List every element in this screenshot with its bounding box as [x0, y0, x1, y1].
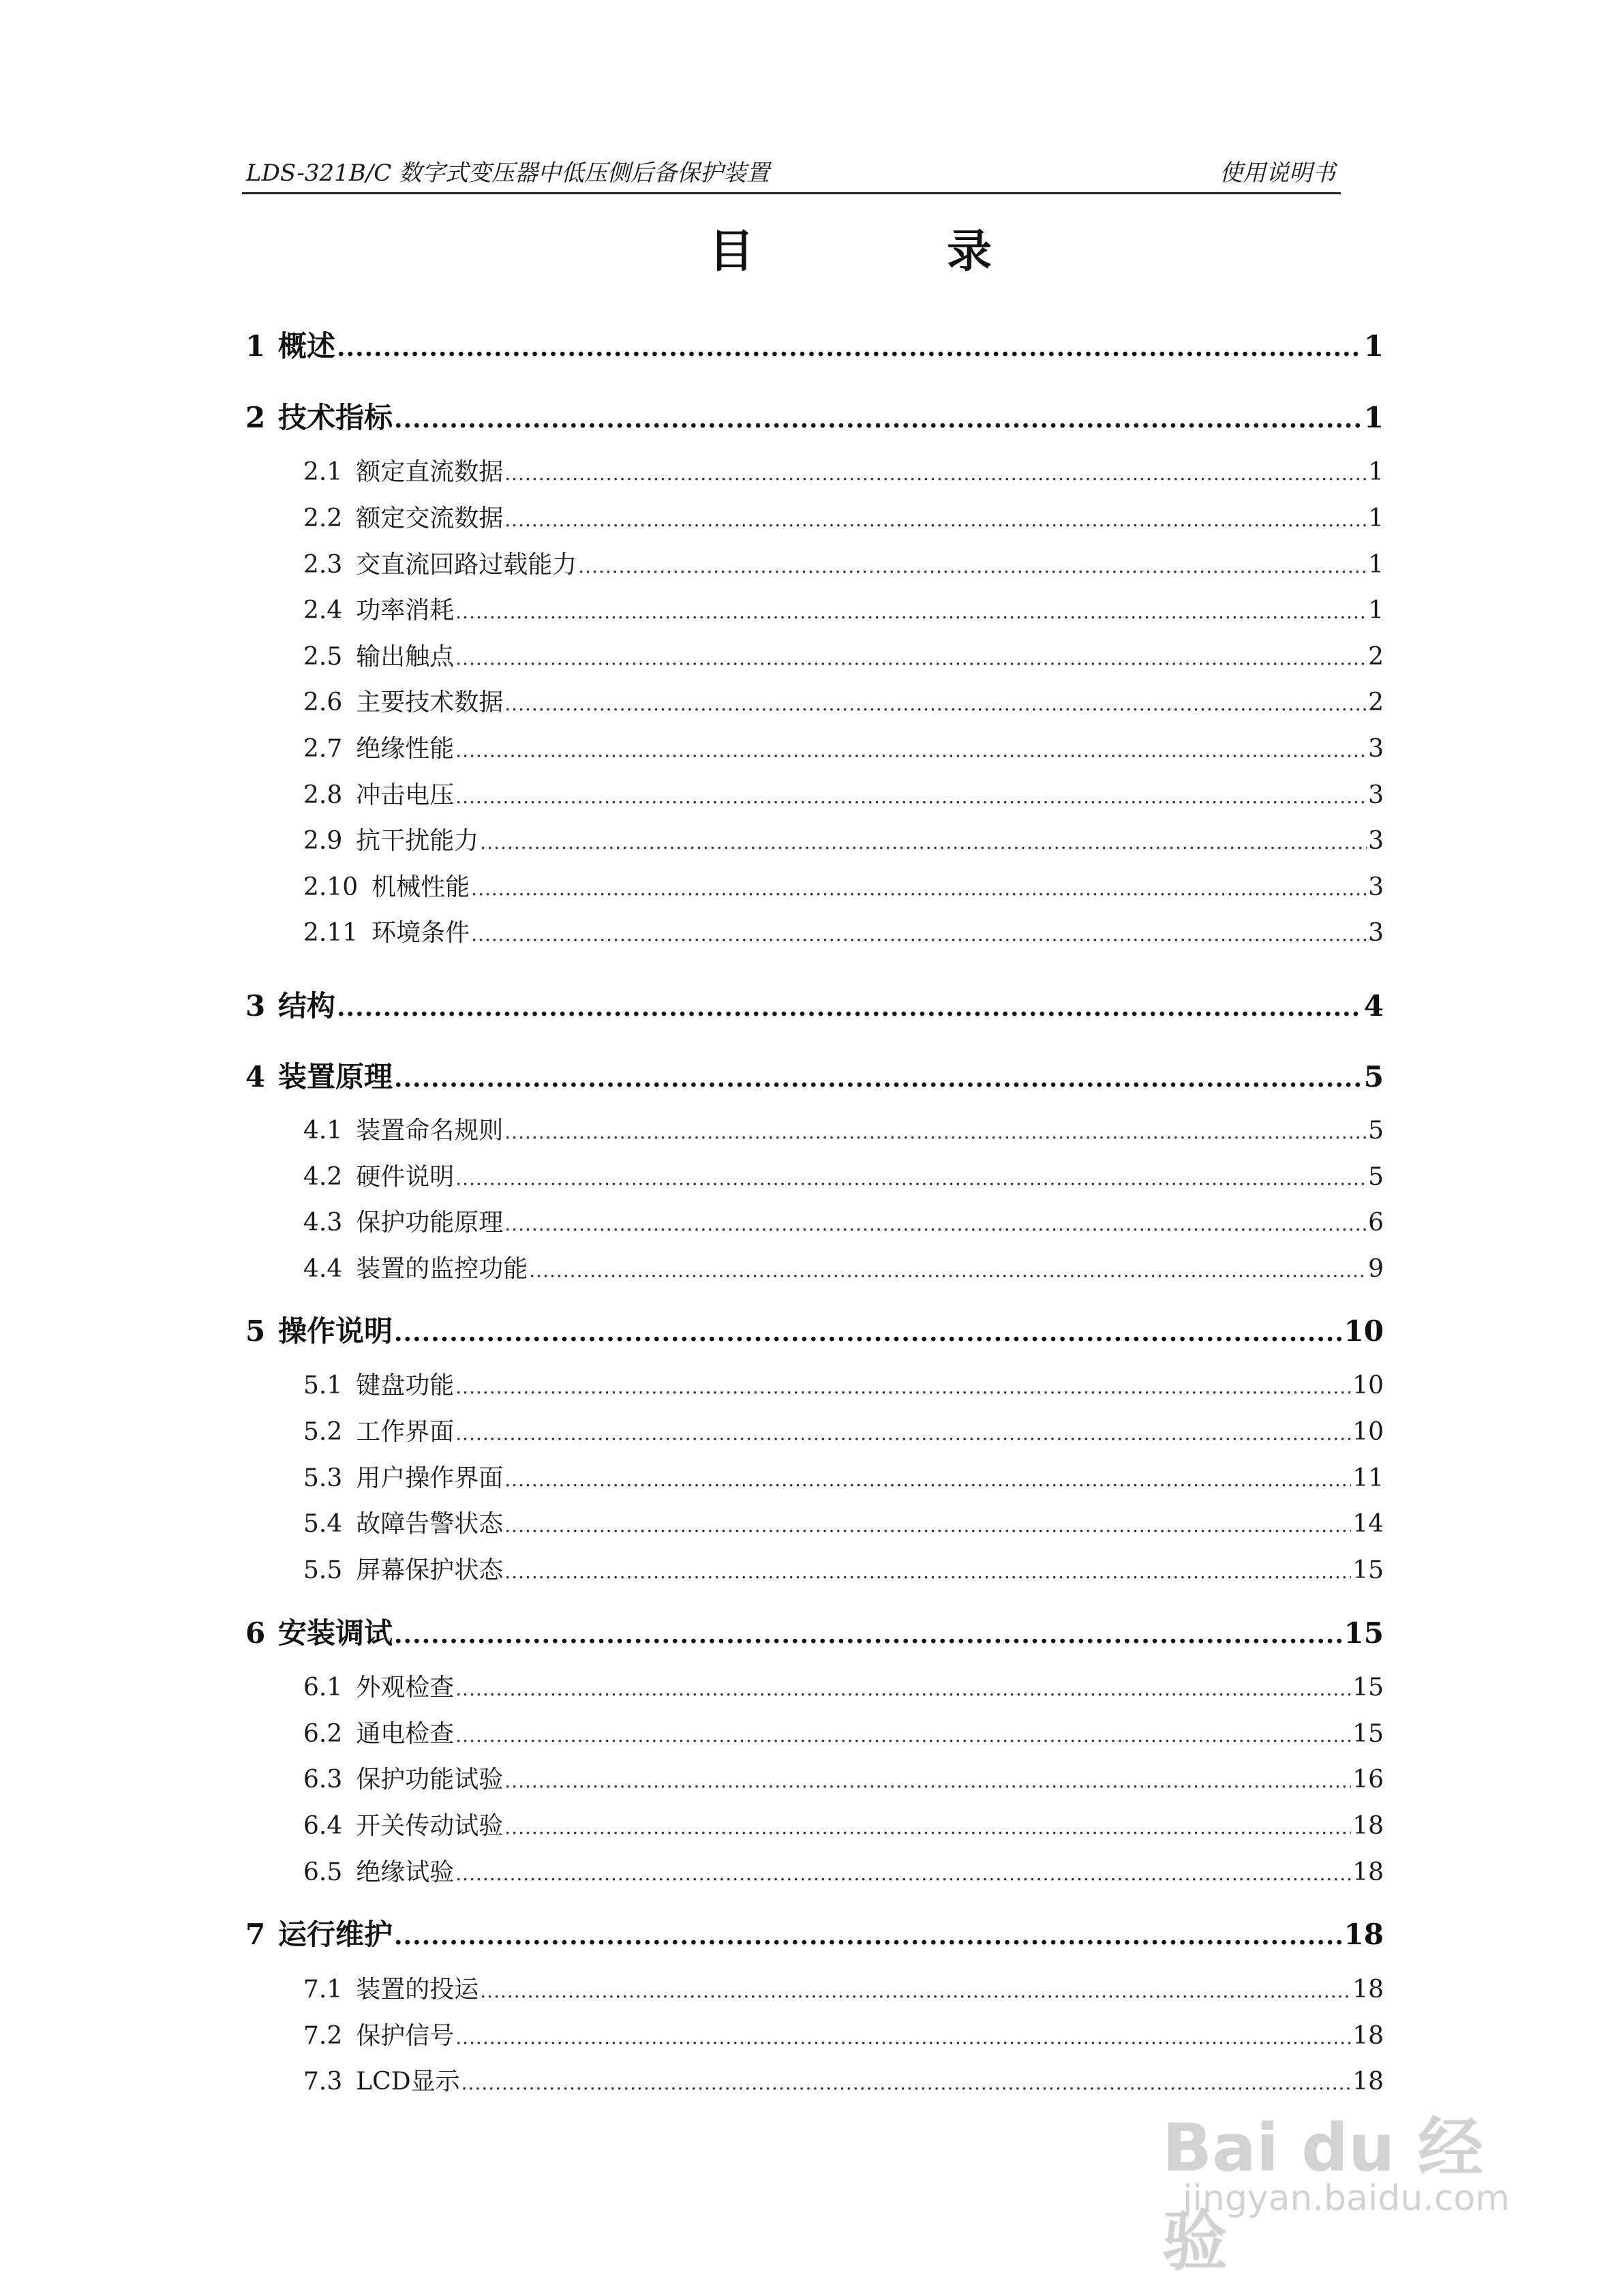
toc-leader-dots [504, 1770, 1351, 1792]
toc-entry-number: 7.3 [303, 2068, 343, 2096]
toc-entry-number: 6.5 [303, 1858, 343, 1886]
baidu-jingyan-watermark [1162, 2096, 1544, 2280]
toc-entry-page: 3 [1368, 873, 1384, 901]
toc-entry-title: 通电检查 [356, 1720, 455, 1748]
toc-entry-number: 5 [245, 1314, 266, 1348]
toc-entry-title: 硬件说明 [356, 1163, 455, 1191]
toc-entry-title: 绝缘性能 [356, 735, 455, 763]
toc-leader-dots [455, 785, 1367, 808]
toc-entry-page: 5 [1363, 1060, 1384, 1093]
toc-section-entry[interactable] [303, 1551, 1384, 1586]
toc-entry-page: 15 [1344, 1616, 1384, 1650]
toc-entry-title: 抗干扰能力 [356, 827, 479, 855]
toc-section-entry[interactable] [303, 499, 1384, 534]
toc-entry-page: 1 [1368, 458, 1384, 486]
toc-entry-number: 6.1 [303, 1674, 343, 1702]
toc-leader-dots [471, 923, 1367, 946]
toc-section-entry[interactable] [303, 913, 1384, 949]
toc-leader-dots [455, 1724, 1351, 1747]
watermark-url: jingyan.baidu.com [1183, 2178, 1510, 2219]
toc-section-entry[interactable] [303, 776, 1384, 811]
toc-entry-number: 2.6 [303, 689, 343, 716]
toc-leader-dots [455, 1422, 1351, 1445]
toc-entry-number: 2.11 [303, 919, 359, 947]
toc-entry-page: 6 [1368, 1209, 1384, 1237]
toc-entry-number: 5.3 [303, 1464, 343, 1492]
toc-entry-page: 15 [1352, 1556, 1384, 1584]
toc-entry-title: 冲击电压 [356, 781, 455, 809]
toc-entry-title: 功率消耗 [356, 596, 455, 624]
toc-entry-page: 5 [1368, 1117, 1384, 1145]
toc-leader-dots [455, 647, 1367, 669]
toc-entry-page: 10 [1352, 1372, 1384, 1400]
toc-entry-number: 5.5 [303, 1556, 343, 1584]
toc-leader-dots [455, 1678, 1351, 1700]
toc-entry-number: 2 [245, 401, 266, 434]
toc-section-entry[interactable] [303, 1158, 1384, 1193]
toc-chapter-entry[interactable] [245, 1309, 1384, 1350]
toc-section-entry[interactable] [303, 453, 1384, 488]
toc-leader-dots [394, 1620, 1343, 1649]
toc-entry-title: 用户操作界面 [356, 1464, 504, 1492]
toc-entry-number: 2.10 [303, 873, 359, 901]
toc-leader-dots [480, 831, 1367, 854]
toc-chapter-entry[interactable] [245, 984, 1384, 1025]
toc-entry-page: 2 [1368, 643, 1384, 671]
toc-entry-page: 9 [1368, 1255, 1384, 1283]
toc-entry-title: 额定直流数据 [356, 458, 504, 486]
toc-entry-title: 键盘功能 [356, 1372, 455, 1400]
toc-entry-page: 11 [1352, 1464, 1384, 1492]
toc-section-entry[interactable] [303, 1505, 1384, 1540]
toc-section-entry[interactable] [303, 683, 1384, 719]
toc-entry-number: 4.4 [303, 1255, 343, 1283]
toc-entry-page: 3 [1368, 735, 1384, 763]
toc-entry-page: 10 [1344, 1314, 1384, 1348]
toc-entry-page: 4 [1363, 989, 1384, 1023]
toc-chapter-entry[interactable] [245, 1912, 1384, 1953]
toc-chapter-entry[interactable] [245, 395, 1384, 436]
toc-leader-dots [504, 1121, 1367, 1143]
toc-leader-dots [394, 1922, 1343, 1950]
toc-leader-dots [337, 333, 1363, 362]
toc-section-entry[interactable] [303, 1203, 1384, 1239]
toc-leader-dots [394, 405, 1363, 434]
toc-entry-page: 18 [1352, 1976, 1384, 2004]
toc-entry-title: 结构 [278, 989, 336, 1023]
toc-entry-title: 输出触点 [356, 643, 455, 671]
toc-leader-dots [455, 2026, 1351, 2049]
toc-entry-title: 装置命名规则 [356, 1117, 504, 1145]
toc-entry-number: 4 [245, 1060, 266, 1093]
toc-entry-number: 5.2 [303, 1418, 343, 1446]
toc-section-entry[interactable] [303, 637, 1384, 673]
toc-leader-dots [504, 1560, 1351, 1583]
toc-entry-title: 绝缘试验 [356, 1858, 455, 1886]
toc-entry-number: 2.1 [303, 458, 343, 486]
toc-entry-title: 装置的监控功能 [356, 1255, 528, 1283]
toc-entry-page: 2 [1368, 689, 1384, 716]
toc-leader-dots [504, 1816, 1351, 1839]
toc-leader-dots [504, 462, 1367, 485]
toc-entry-page: 1 [1368, 596, 1384, 624]
document-type: 使用说明书 [1219, 160, 1335, 187]
toc-entry-number: 2.3 [303, 551, 343, 579]
toc-entry-page: 18 [1352, 2068, 1384, 2096]
toc-entry-number: 2.7 [303, 735, 343, 763]
toc-leader-dots [394, 1064, 1363, 1093]
toc-entry-page: 3 [1368, 827, 1384, 855]
toc-leader-dots [504, 509, 1367, 531]
toc-entry-title: 安装调试 [278, 1616, 393, 1650]
toc-entry-number: 1 [245, 329, 266, 363]
toc-chapter-entry[interactable] [245, 1611, 1384, 1652]
toc-chapter-entry[interactable] [245, 324, 1384, 365]
toc-section-entry[interactable] [303, 821, 1384, 857]
toc-entry-number: 3 [245, 989, 266, 1023]
toc-entry-page: 15 [1352, 1720, 1384, 1748]
toc-entry-number: 2.5 [303, 643, 343, 671]
toc-entry-title: 交直流回路过载能力 [356, 551, 577, 579]
toc-entry-number: 7.1 [303, 1976, 343, 2004]
toc-entry-page: 1 [1363, 329, 1384, 363]
toc-section-entry[interactable] [303, 1853, 1384, 1888]
toc-section-entry[interactable] [303, 1807, 1384, 1842]
toc-entry-number: 7 [245, 1918, 266, 1951]
toc-leader-dots [455, 1167, 1367, 1190]
toc-section-entry[interactable] [303, 2016, 1384, 2052]
toc-entry-page: 5 [1368, 1163, 1384, 1191]
toc-entry-number: 2.9 [303, 827, 343, 855]
document-title: LDS-321B/C 数字式变压器中低压侧后备保护装置 [246, 160, 770, 187]
toc-leader-dots [504, 1213, 1367, 1235]
toc-entry-title: 主要技术数据 [356, 689, 504, 716]
toc-section-entry[interactable] [303, 1459, 1384, 1494]
toc-leader-dots [504, 693, 1367, 715]
toc-entry-page: 18 [1352, 2022, 1384, 2050]
toc-entry-page: 3 [1368, 919, 1384, 947]
toc-entry-page: 14 [1352, 1510, 1384, 1538]
toc-leader-dots [578, 555, 1367, 577]
toc-section-entry[interactable] [303, 1111, 1384, 1147]
toc-section-entry[interactable] [303, 591, 1384, 626]
toc-entry-page: 10 [1352, 1418, 1384, 1446]
toc-entry-page: 3 [1368, 781, 1384, 809]
toc-leader-dots [337, 993, 1363, 1022]
toc-entry-page: 18 [1352, 1858, 1384, 1886]
toc-entry-number: 6.3 [303, 1766, 343, 1794]
toc-leader-dots [455, 739, 1367, 761]
toc-entry-page: 15 [1352, 1674, 1384, 1702]
toc-section-entry[interactable] [303, 2062, 1384, 2098]
toc-chapter-entry[interactable] [245, 1055, 1384, 1096]
toc-leader-dots [455, 1862, 1351, 1885]
toc-entry-page: 18 [1344, 1918, 1384, 1951]
toc-entry-page: 1 [1368, 551, 1384, 579]
toc-entry-number: 4.2 [303, 1163, 343, 1191]
toc-leader-dots [471, 877, 1367, 900]
toc-entry-number: 6.4 [303, 1812, 343, 1840]
toc-entry-number: 6 [245, 1616, 266, 1650]
toc-entry-page: 1 [1368, 504, 1384, 532]
toc-entry-page: 18 [1352, 1812, 1384, 1840]
toc-entry-title: 技术指标 [278, 401, 393, 434]
toc-entry-title: 装置原理 [278, 1060, 393, 1093]
toc-entry-title: 屏幕保护状态 [356, 1556, 504, 1584]
toc-leader-dots [504, 1468, 1351, 1491]
toc-entry-title: 概述 [278, 329, 336, 363]
toc-leader-dots [529, 1259, 1367, 1282]
toc-section-entry[interactable] [303, 868, 1384, 903]
toc-leader-dots [480, 1980, 1351, 2002]
toc-entry-title: 保护功能原理 [356, 1209, 504, 1237]
toc-entry-number: 4.1 [303, 1117, 343, 1145]
toc-entry-number: 2.4 [303, 596, 343, 624]
toc-entry-title: 额定交流数据 [356, 504, 504, 532]
toc-entry-title: 运行维护 [278, 1918, 393, 1951]
watermark-logo-text: Bai du 经验 [1162, 2110, 1483, 2280]
toc-section-entry[interactable] [303, 1760, 1384, 1796]
toc-entry-title: 工作界面 [356, 1418, 455, 1446]
toc-section-entry[interactable] [303, 1413, 1384, 1448]
toc-heading: 目 录 [709, 224, 1080, 277]
toc-section-entry[interactable] [303, 545, 1384, 581]
toc-entry-title: 外观检查 [356, 1674, 455, 1702]
toc-leader-dots [455, 601, 1367, 623]
toc-entry-page: 16 [1352, 1766, 1384, 1794]
toc-entry-title: 保护信号 [356, 2022, 455, 2050]
toc-entry-number: 5.4 [303, 1510, 343, 1538]
toc-entry-title: 保护功能试验 [356, 1766, 504, 1794]
toc-section-entry[interactable] [303, 1250, 1384, 1285]
toc-entry-number: 5.1 [303, 1372, 343, 1400]
toc-entry-number: 2.8 [303, 781, 343, 809]
toc-section-entry[interactable] [303, 1366, 1384, 1402]
toc-leader-dots [504, 1514, 1351, 1537]
toc-section-entry[interactable] [303, 1668, 1384, 1704]
toc-entry-title: 操作说明 [278, 1314, 393, 1348]
toc-entry-number: 4.3 [303, 1209, 343, 1237]
toc-leader-dots [394, 1318, 1343, 1347]
toc-entry-number: 7.2 [303, 2022, 343, 2050]
toc-entry-title: LCD显示 [356, 2068, 460, 2096]
toc-entry-title: 故障告警状态 [356, 1510, 504, 1538]
toc-section-entry[interactable] [303, 1715, 1384, 1750]
toc-leader-dots [461, 2072, 1352, 2094]
toc-entry-title: 装置的投运 [356, 1976, 479, 2004]
toc-entry-number: 2.2 [303, 504, 343, 532]
toc-entry-title: 机械性能 [371, 873, 470, 901]
toc-entry-title: 环境条件 [371, 919, 470, 947]
toc-section-entry[interactable] [303, 729, 1384, 765]
toc-entry-page: 1 [1363, 401, 1384, 434]
toc-entry-number: 6.2 [303, 1720, 343, 1748]
toc-section-entry[interactable] [303, 1970, 1384, 2006]
toc-leader-dots [455, 1376, 1351, 1398]
toc-entry-title: 开关传动试验 [356, 1812, 504, 1840]
